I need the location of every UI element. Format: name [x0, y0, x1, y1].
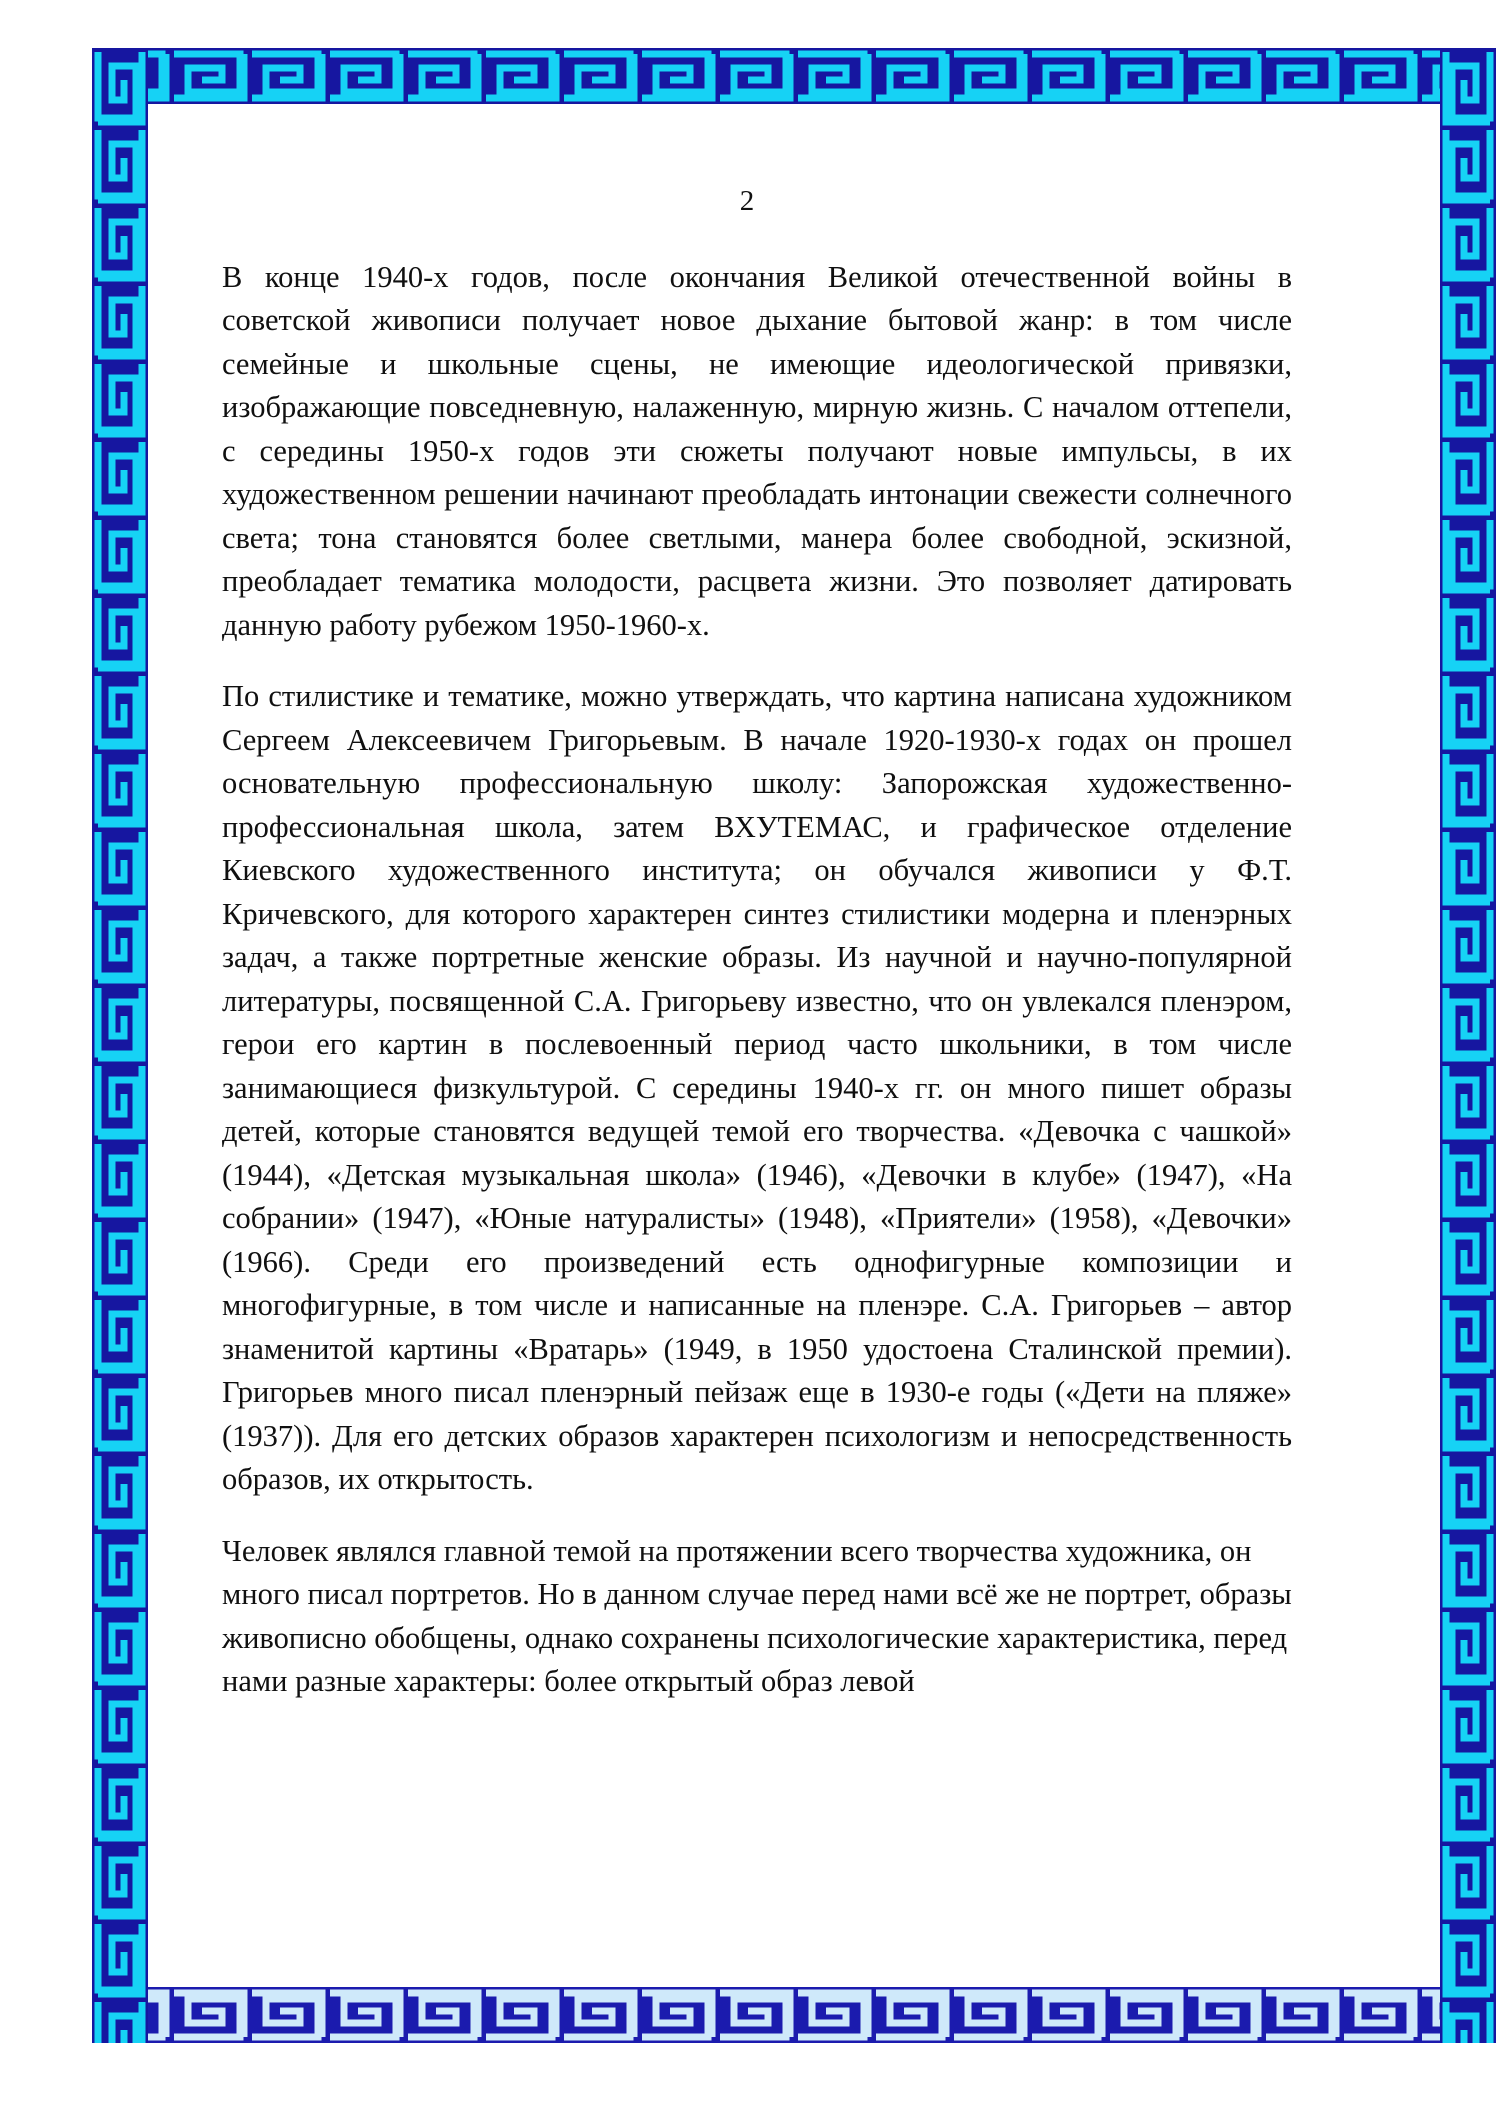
greek-key-bottom-icon: [92, 1987, 1496, 2043]
frame-band-left: [92, 48, 148, 2043]
paragraph-3: Человек являлся главной темой на протяжении всего творчества художника, он много писал портретов. Но в данном случае перед нами всё же не портрет, образы живописно обобщены, однако сохранены психологические характеристика, перед нами разные характеры: более открытый образ левой: [222, 1533, 1292, 1699]
document-text-body: [222, 186, 1292, 1704]
greek-key-top-icon: [92, 48, 1496, 104]
greek-key-left-icon: [92, 48, 148, 2043]
paragraph-1: В конце 1940-х годов, после окончания Великой отечественной войны в советской живописи получает новое дыхание бытовой жанр: в том числе семейные и школьные сцены, не имеющие идеологической привязки, изображающие повседневную, налаженную, мирную жизнь. С началом оттепели, с середины 1950-х годов эти сюжеты получают новые импульсы, в их художественном решении начинают преобладать интонации свежести солнечного света; тона становятся более светлыми, манера более свободной, эскизной, преобладает тематика молодости, расцвета жизни. Это позволяет датировать данную работу рубежом 1950-1960-х.: [222, 259, 1292, 642]
greek-key-right-icon: [1440, 48, 1496, 2043]
frame-band-bottom: [92, 1987, 1496, 2043]
paragraph-2: По стилистике и тематике, можно утверждать, что картина написана художником Сергеем Алексеевичем Григорьевым. В начале 1920-1930-х годах он прошел основательную профессиональную школу: Запорожская художественно-профессиональная школа, затем ВХУТЕМАС, и графическое отделение Киевского художественного института; он обучался живописи у Ф.Т. Кричевского, для которого характерен синтез стилистики модерна и пленэрных задач, а также портретные женские образы. Из научной и научно-популярной литературы, посвященной С.А. Григорьеву известно, что он увлекался пленэром, герои его картин в послевоенный период часто школьники, в том числе занимающиеся физкультурой. С середины 1940-х гг. он много пишет образы детей, которые становятся ведущей темой его творчества. «Девочка с чашкой» (1944), «Детская музыкальная школа» (1946), «Девочки в клубе» (1947), «На собрании» (1947), «Юные натуралисты» (1948), «Приятели» (1958), «Девочки» (1966). Среди его произведений есть однофигурные композиции и многофигурные, в том числе и написанные на пленэре. С.А. Григорьев – автор знаменитой картины «Вратарь» (1949, в 1950 удостоена Сталинской премии). Григорьев много писал пленэрный пейзаж еще в 1930-е годы («Дети на пляже» (1937)). Для его детских образов характерен психологизм и непосредственность образов, их открытость.: [222, 679, 1292, 1497]
frame-band-right: [1440, 48, 1496, 2043]
page-number: 2: [739, 185, 755, 217]
frame-band-top: [92, 48, 1496, 104]
